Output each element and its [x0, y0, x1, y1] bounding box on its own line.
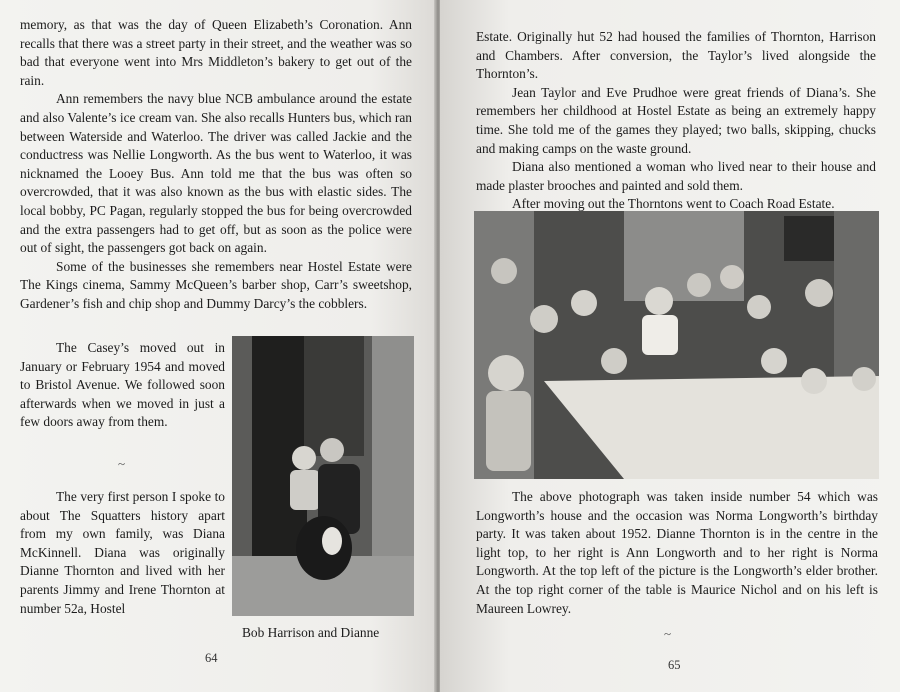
left-page: [0, 0, 436, 692]
section-separator: ~: [664, 626, 672, 641]
page-number: 64: [205, 651, 218, 665]
left-text-column: [20, 16, 412, 314]
paragraph: memory, as that was the day of Queen Elizabeth’s Coronation. Ann recalls that there was a street party in their street, and the weather was so bad that everyone went into Mrs Middleton’s bakery to get out of the rain.: [20, 17, 412, 88]
photo-bob-harrison-and-dianne: [232, 336, 414, 616]
photo-image: [232, 336, 414, 616]
photo-image: [474, 211, 879, 479]
paragraph: Diana also mentioned a woman who lived near to their house and made plaster brooches and painted and sold them.: [476, 159, 876, 193]
paragraph: The Casey’s moved out in January or February 1954 and moved to Bristol Avenue. We followed soon afterwards when we moved in just a few doors away from them.: [20, 340, 225, 430]
left-narrow-text-1: [20, 339, 225, 432]
paragraph: Ann remembers the navy blue NCB ambulance around the estate and also Valente’s ice cream van. She also recalls Hunters bus, which ran between Waterside and Waterloo. The driver was called Jackie and the conductress was Nellie Longworth. As the bus went to Waterloo, it was nicknamed the Looey Bus. Ann told me that the bus was often so overcrowded, that it was also known as the bus with elastic sides. The local bobby, PC Pagan, regularly stopped the bus for being overcrowded and the extra passengers had to get off, but as soon as the police were out of sight, the passengers got back on again.: [20, 91, 412, 256]
paragraph: The above photograph was taken inside number 54 which was Longworth’s house and the occasion was Norma Longworth’s birthday party. It was taken about 1952. Dianne Thornton is in the centre in the light top, to her right is Ann Longworth and to her right is Norma Longworth. At the top left of the picture is the Longworth’s elder brother. At the top right corner of the table is Maurice Nichol and on his left is Maureen Lowrey.: [476, 489, 878, 616]
photo-birthday-party: [474, 211, 879, 479]
right-text-column: [476, 28, 876, 214]
paragraph: After moving out the Thorntons went to Coach Road Estate.: [512, 196, 835, 212]
paragraph: Some of the businesses she remembers near Hostel Estate were The Kings cinema, Sammy McQueen’s barber shop, Carr’s sweetshop, Gardener’s fish and chip shop and Dummy Darcy’s the cobblers.: [20, 258, 412, 311]
section-separator: ~: [118, 456, 126, 471]
paragraph: Jean Taylor and Eve Prudhoe were great friends of Diana’s. She remembers her childhood at Hostel Estate as being an extremely happy time. She told me of the games they played; two balls, skipping, chucks and making camps on the waste ground.: [476, 84, 876, 156]
left-narrow-text-2: [20, 488, 225, 618]
photo-description: [476, 488, 878, 618]
paragraph: Estate. Originally hut 52 had housed the families of Thornton, Harrison and Chambers. After conversion, the Taylor’s lived alongside the Thornton’s.: [476, 29, 876, 82]
page-number: 65: [668, 658, 681, 672]
paragraph: The very first person I spoke to about The Squatters history apart from my own family, was Diana McKinnell. Diana was originally Dianne Thornton and lived with her parents Jimmy and Irene Thornton at number 52a, Hostel: [20, 489, 225, 616]
photo-caption: Bob Harrison and Dianne: [242, 625, 380, 640]
